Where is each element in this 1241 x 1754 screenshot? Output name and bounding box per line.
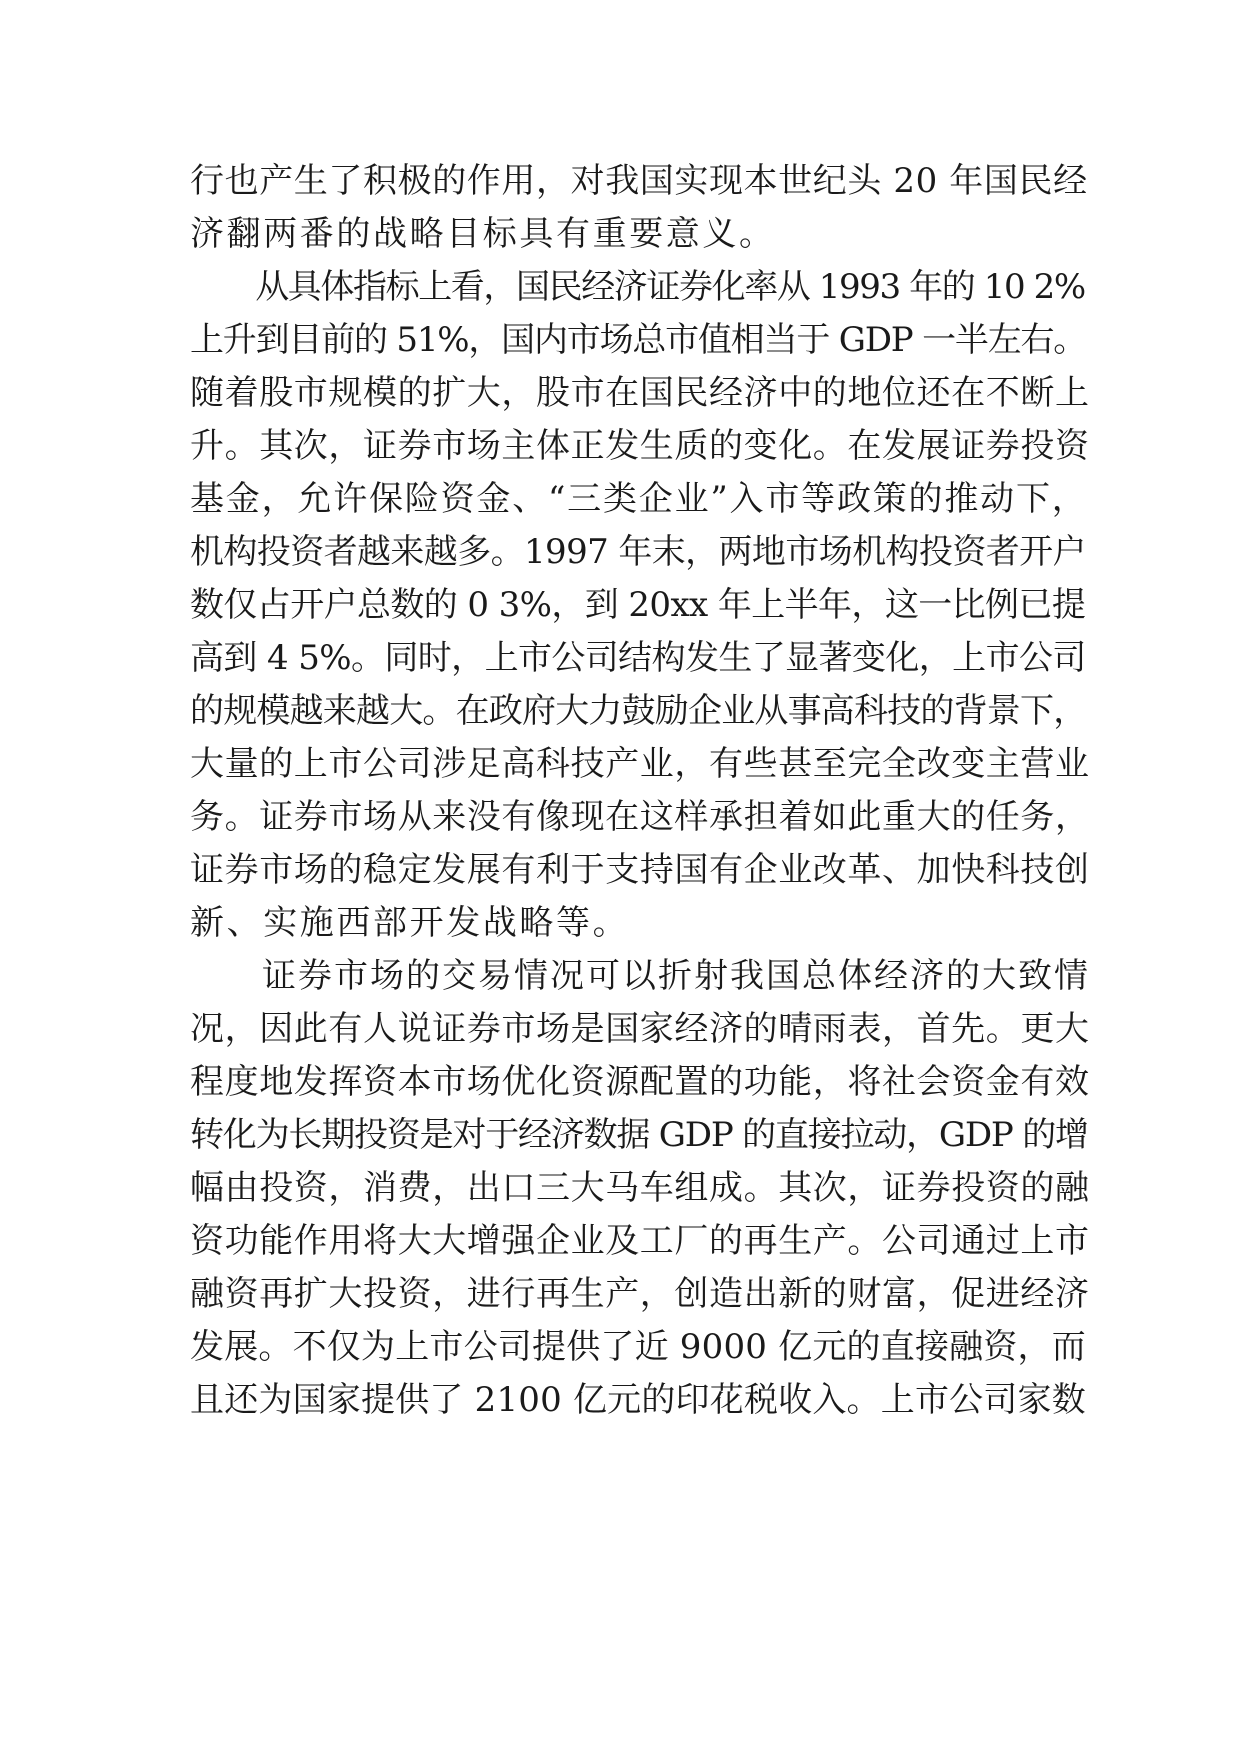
text-line: 程度地发挥资本市场优化资源配置的功能，将社会资金有效 [190,1062,1090,1102]
text-line: 况，因此有人说证券市场是国家经济的晴雨表，首先。更大 [190,1009,1090,1049]
body-text [190,155,1090,1427]
text-line: 基金，允许保险资金、“三类企业”入市等政策的推动下， [190,479,1088,519]
text-line: 随着股市规模的扩大，股市在国民经济中的地位还在不断上 [190,373,1090,413]
text-line: 发展。不仅为上市公司提供了近 9000 亿元的直接融资，而 [190,1327,1086,1367]
text-line: 证券市场的交易情况可以折射我国总体经济的大致情 [190,956,1090,996]
text-line: 证券市场的稳定发展有利于支持国有企业改革、加快科技创 [190,850,1090,890]
text-line: 大量的上市公司涉足高科技产业，有些甚至完全改变主营业 [190,744,1090,784]
text-line: 幅由投资，消费，出口三大马车组成。其次，证券投资的融 [190,1168,1090,1208]
text-line: 且还为国家提供了 2100 亿元的印花税收入。上市公司家数 [190,1380,1086,1420]
text-line: 从具体指标上看，国民经济证券化率从 1993 年的 10 2% [190,267,1085,307]
text-line: 济翻两番的战略目标具有重要意义。 [190,214,776,254]
text-line: 融资再扩大投资，进行再生产，创造出新的财富，促进经济 [190,1274,1090,1314]
text-line: 务。证券市场从来没有像现在这样承担着如此重大的任务， [190,797,1090,837]
text-line: 上升到目前的 51%，国内市场总市值相当于 GDP 一半左右。 [190,320,1087,360]
text-line: 升。其次，证券市场主体正发生质的变化。在发展证券投资 [190,426,1090,466]
text-line: 新、实施西部开发战略等。 [190,903,630,943]
text-line: 资功能作用将大大增强企业及工厂的再生产。公司通过上市 [190,1221,1090,1261]
text-line: 转化为长期投资是对于经济数据 GDP 的直接拉动，GDP 的增 [190,1115,1088,1155]
text-line: 高到 4 5%。同时，上市公司结构发生了显著变化，上市公司 [190,638,1086,678]
text-line: 数仅占开户总数的 0 3%，到 20xx 年上半年，这一比例已提 [190,585,1086,625]
text-line: 行也产生了积极的作用，对我国实现本世纪头 20 年国民经 [190,161,1088,201]
text-line: 的规模越来越大。在政府大力鼓励企业从事高科技的背景下， [190,691,1087,731]
text-line: 机构投资者越来越多。1997 年末，两地市场机构投资者开户 [190,532,1086,572]
